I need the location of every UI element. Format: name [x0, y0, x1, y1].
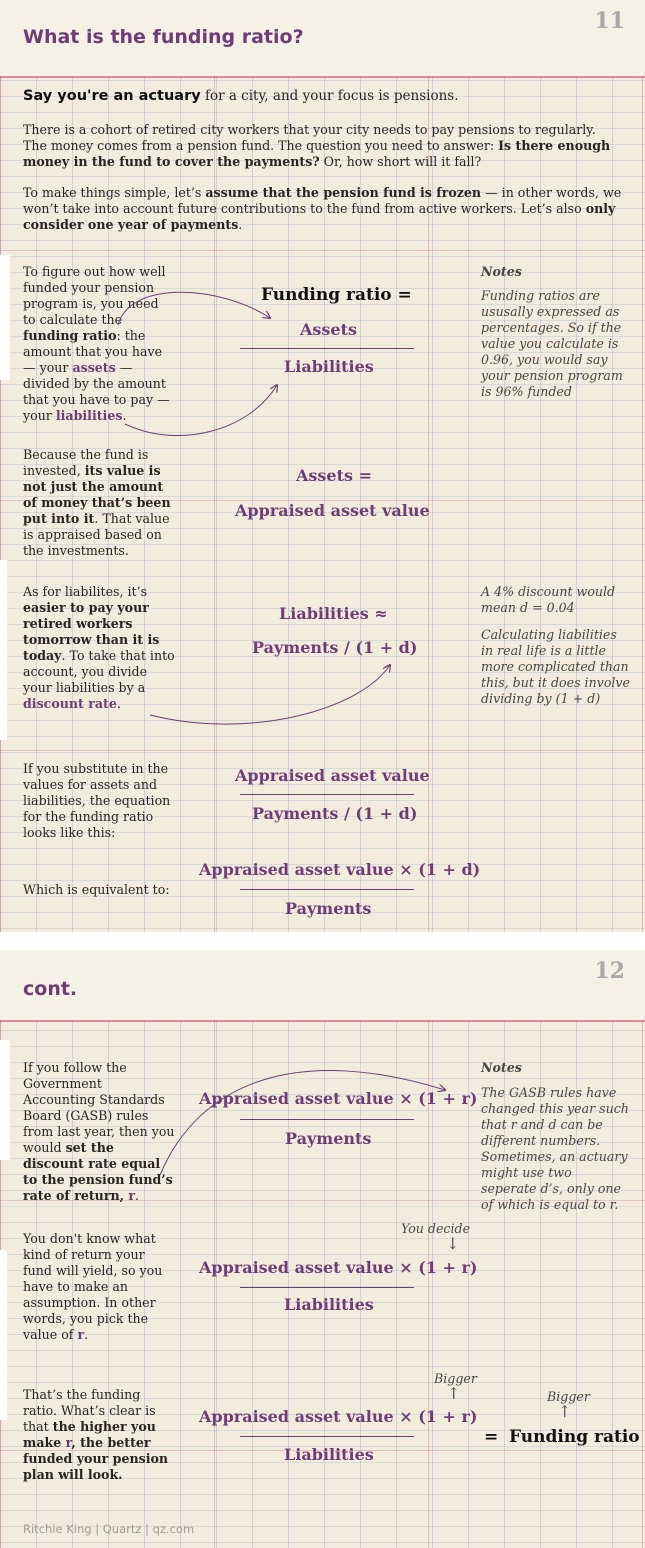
bigger-label-ratio: Bigger — [547, 1389, 590, 1404]
section-substitute: If you substitute in the values for assets and liabilities, the equation for the funding ratio looks like this: — [23, 761, 171, 840]
fraction-bar — [240, 1119, 414, 1120]
notes-heading: Notes — [481, 264, 522, 279]
margin-rule — [0, 1020, 645, 1022]
arrow-to-discount — [150, 665, 390, 724]
section-pick-r: You don't know what kind of return your fund will yield, so you have to make an assumption. In other words, you pick the value of r. — [23, 1231, 163, 1342]
arrow-to-r — [160, 1071, 445, 1175]
eq1-denominator: Liabilities — [284, 357, 374, 376]
eq2-top: Assets = — [296, 466, 372, 485]
eq1-label: Funding ratio = — [261, 285, 412, 305]
notes-real-life: Calculating liabilities in real life is a little more complicated than this, but it does involve dividing by (1 + d) — [481, 627, 630, 706]
margin-rule — [0, 76, 645, 78]
eq3-top: Liabilities ≈ — [279, 604, 388, 623]
fraction-bar — [240, 889, 414, 890]
eq3-result: Funding ratio — [509, 1427, 640, 1447]
section-assets: Because the fund is invested, its value is not just the amount of money that’s been put into it. That value is appraised based on the investments. — [23, 447, 171, 558]
section-funding-ratio: To figure out how well funded your pension program is, you need to calculate the funding ratio: the amount that you have — your assets — divided by the amount that you have to pay — your liabilities. — [23, 264, 170, 423]
fraction-bar — [240, 348, 414, 349]
intro-text: Say you're an actuary for a city, and your focus is pensions. — [23, 88, 459, 104]
torn-edge — [0, 1250, 7, 1420]
page-title: cont. — [23, 978, 78, 1000]
section-conclusion: That’s the funding ratio. What’s clear is that the higher you make r, the better funded your pension plan will look. — [23, 1387, 169, 1482]
fraction-bar — [240, 794, 414, 795]
eq1-numerator: Appraised asset value × (1 + r) — [199, 1089, 478, 1108]
eq5-denominator: Payments — [285, 899, 372, 918]
page-12 — [0, 950, 645, 1548]
fraction-bar — [240, 1287, 414, 1288]
eq2-numerator: Appraised asset value × (1 + r) — [199, 1258, 478, 1277]
torn-edge — [0, 255, 10, 380]
eq3-numerator: Appraised asset value × (1 + r) — [199, 1407, 478, 1426]
torn-edge — [0, 560, 7, 740]
eq1-numerator: Assets — [300, 320, 358, 339]
torn-edge — [0, 1040, 10, 1160]
section-gasb: If you follow the Government Accounting Standards Board (GASB) rules from last year, then you would set the discount rate equal to the pension fund’s rate of return, r. — [23, 1060, 175, 1203]
page-number: 11 — [594, 8, 625, 34]
eq4-denominator: Payments / (1 + d) — [252, 804, 418, 823]
eq3-equals: = — [484, 1427, 499, 1447]
down-arrow-icon: ↓ — [446, 1234, 460, 1253]
up-arrow-icon: ↑ — [558, 1402, 572, 1421]
header-band — [0, 950, 645, 1020]
eq3-denominator: Liabilities — [284, 1445, 374, 1464]
section-equivalent: Which is equivalent to: — [23, 882, 170, 897]
eq1-denominator: Payments — [285, 1129, 372, 1148]
paragraph-assumptions: To make things simple, let’s assume that the pension fund is frozen — in other words, we won’t take into account future contributions to the fund from active workers. Let’s also only consider one year of payments. — [23, 185, 622, 232]
notes-gasb: The GASB rules have changed this year such that r and d can be different numbers. Sometimes, an actuary might use two seperate d’s, only one of which is equal to r. — [481, 1085, 629, 1212]
eq3-bottom: Payments / (1 + d) — [252, 638, 418, 657]
paragraph-cohort: There is a cohort of retired city workers that your city needs to pay pensions to regularly. The money comes from a pension fund. The question you need to answer: Is there enough money in the fund to cover the payments? Or, how short will it fall? — [23, 122, 611, 169]
you-decide-label: You decide — [401, 1221, 471, 1236]
up-arrow-icon: ↑ — [447, 1384, 461, 1403]
page-title: What is the funding ratio? — [23, 26, 304, 48]
notes-discount: A 4% discount would mean d = 0.04 — [481, 584, 616, 615]
credit-line: Ritchie King | Quartz | qz.com — [23, 1522, 195, 1536]
section-liabilities: As for liabilites, it’s easier to pay your retired workers tomorrow than it is today. To take that into account, you divide your liabilities by a discount rate. — [23, 584, 175, 711]
notes-heading: Notes — [481, 1060, 522, 1075]
page-number: 12 — [594, 958, 625, 984]
notes-percentages: Funding ratios are ususally expressed as percentages. So if the value you calculate is 0.96, you would say your pension program is 96% funded — [481, 288, 623, 399]
eq5-numerator: Appraised asset value × (1 + d) — [199, 860, 481, 879]
bigger-label-r: Bigger — [434, 1371, 477, 1386]
eq2-denominator: Liabilities — [284, 1295, 374, 1314]
eq4-numerator: Appraised asset value — [235, 766, 430, 785]
fraction-bar — [240, 1436, 414, 1437]
eq2-bottom: Appraised asset value — [235, 501, 430, 520]
